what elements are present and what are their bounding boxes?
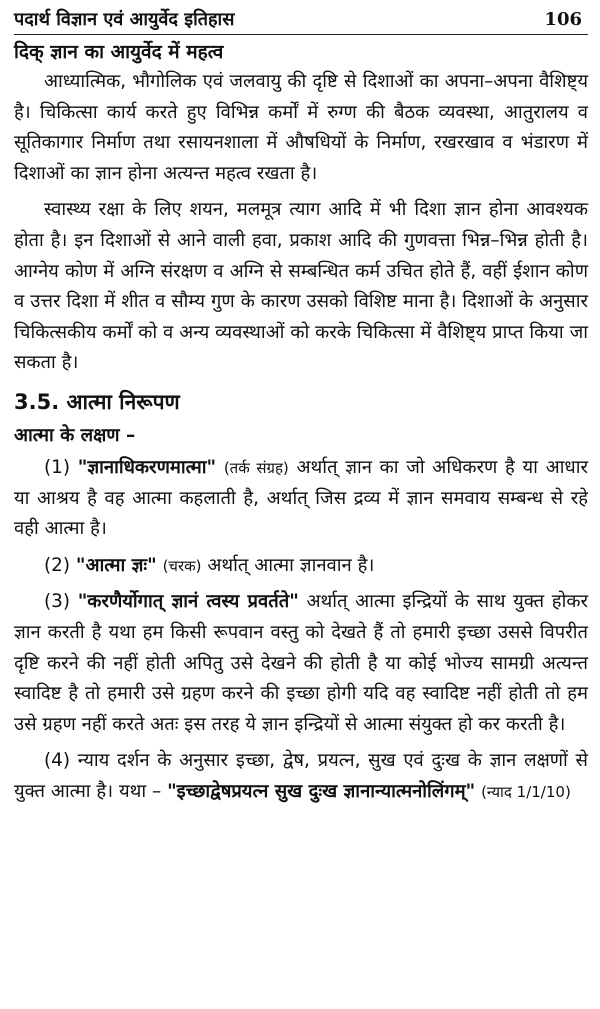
section-heading-atma-nirupan: 3.5. आत्मा निरूपण (14, 389, 180, 414)
item-text: अर्थात् आत्मा ज्ञानवान है। (207, 554, 375, 576)
item-number: (1) (44, 456, 71, 478)
item-text: अर्थात् ज्ञान का जो अधिकरण है या आधार या आश्रय है वह आत्मा कहलाती है, अर्थात् जिस द्रव्य में ज्ञान समवाय सम्बन्ध से रहे वही आत्मा है। (14, 456, 588, 540)
paragraph-1: आध्यात्मिक, भौगोलिक एवं जलवायु की दृष्टि से दिशाओं का अपना–अपना वैशिष्ट्य है। चिकित्सा कार्य करते हुए विभिन्न कर्मों में रुग्ण की बैठक व्यवस्था, आतुरालय व सूतिकागार निर्माण तथा रसायनशाला में औषधियों के निर्माण, रखरखाव व भंडारण में दिशाओं का ज्ञान होना अत्यन्त महत्व रखता है। (14, 71, 588, 184)
quote-text: "करणैर्योगात् ज्ञानं त्वस्य प्रवर्तते" (77, 591, 299, 613)
source-citation: (चरक) (162, 556, 202, 575)
page-number: 106 (544, 9, 582, 30)
quote-text: "इच्छाद्वेषप्रयत्न सुख दुःख ज्ञानान्यात्मनोलिंगम्" (167, 780, 476, 802)
item-number: (2) (44, 554, 71, 576)
list-item-3 (14, 587, 588, 740)
source-citation: (न्याद 1/1/10) (481, 782, 571, 801)
section-heading-dik-gyan: दिक् ज्ञान का आयुर्वेद में महत्व (14, 41, 224, 63)
item-text: न्याय दर्शन के अनुसार इच्छा, द्वेष, प्रयत्न, सुख एवं दुःख के ज्ञान लक्षणों से युक्त आत्मा है। यथा – (14, 750, 588, 802)
paragraph-2: स्वास्थ्य रक्षा के लिए शयन, मलमूत्र त्याग आदि में भी दिशा ज्ञान होना आवश्यक होता है। इन दिशाओं से आने वाली हवा, प्रकाश आदि की गुणवत्ता भिन्न–भिन्न होती है। आग्नेय कोण में अग्नि संरक्षण व अग्नि से सम्बन्धित कर्म उचित होते हैं, वहीं ईशान कोण व उत्तर दिशा में शीत व सौम्य गुण के कारण उसको विशिष्ट माना है। दिशाओं के अनुसार चिकित्सकीय कर्मों को व अन्य व्यवस्थाओं को करके चिकित्सा में वैशिष्ट्य प्राप्त किया जा सकता है। (14, 199, 588, 374)
source-citation: (तर्क संग्रह) (223, 458, 289, 477)
book-title: पदार्थ विज्ञान एवं आयुर्वेद इतिहास (14, 9, 235, 30)
list-item-2 (14, 551, 588, 582)
quote-text: "आत्मा ज्ञः" (75, 554, 157, 576)
item-text: अर्थात् आत्मा इन्द्रियों के साथ युक्त होकर ज्ञान करती है यथा हम किसी रूपवान वस्तु को देखते हैं तो हमारी इच्छा उससे विपरीत दृष्टि करने की नहीं होती अपितु उसे देखने की होती है या कोई भोज्य सामग्री अत्यन्त स्वादिष्ट है तो हमारी उसे ग्रहण करने की इच्छा होगी यदि वह स्वादिष्ट नहीं होती तो हम उसे ग्रहण नहीं करते अतः इस तरह ये ज्ञान इन्द्रियों से आत्मा संयुक्त हो कर करती है। (14, 591, 588, 735)
item-number: (3) (44, 591, 71, 613)
item-number: (4) (44, 750, 71, 772)
running-header (14, 8, 588, 35)
subheading-atma-lakshan: आत्मा के लक्षण – (14, 424, 136, 446)
list-item-4 (14, 746, 588, 807)
quote-text: "ज्ञानाधिकरणमात्मा" (77, 456, 217, 478)
list-item-1 (14, 453, 588, 545)
